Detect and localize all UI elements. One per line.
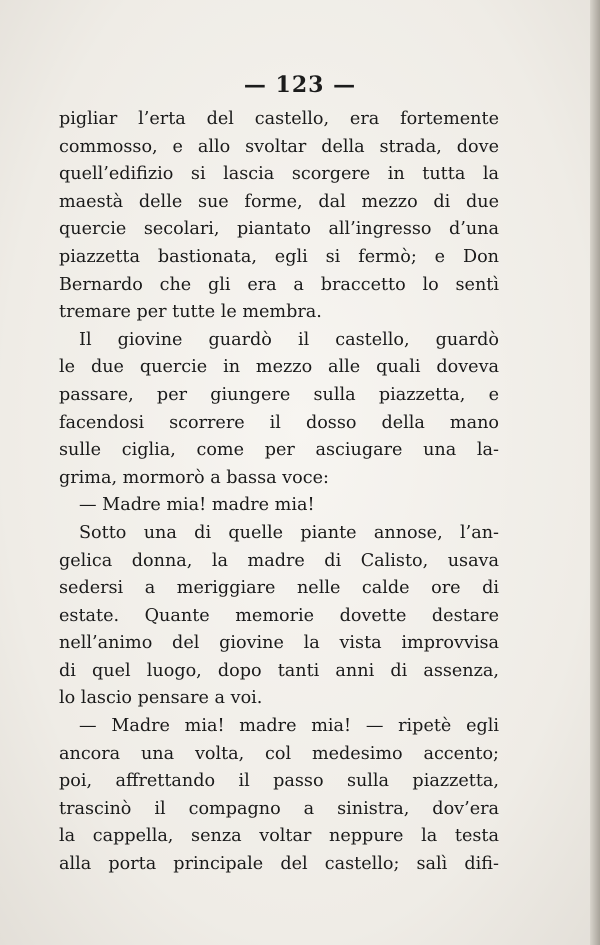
text-line: maestà delle sue forme, dal mezzo di due: [59, 191, 499, 212]
text-line: pigliar l’erta del castello, era fortemente: [59, 109, 499, 129]
text-line: sedersi a meriggiare nelle calde ore di: [59, 578, 499, 599]
text-line: facendosi scorrere il dosso della mano: [59, 412, 499, 433]
text-line: ancora una volta, col medesimo accento;: [59, 743, 499, 764]
text-line: Bernardo che gli era a braccetto lo sentì: [59, 274, 499, 295]
text-line: sulle ciglia, come per asciugare una la-: [59, 440, 499, 461]
text-line: quell’edifizio si lascia scorgere in tutta la: [59, 164, 499, 185]
page-edge-shadow: [590, 0, 600, 945]
text-line: Sotto una di quelle piante annose, l’an-: [79, 522, 499, 543]
text-line: di quel luogo, dopo tanti anni di assenza,: [59, 660, 499, 681]
text-line: lo lascio pensare a voi.: [59, 688, 263, 709]
text-line: Il giovine guardò il castello, guardò: [79, 329, 499, 350]
text-line: trascinò il compagno a sinistra, dov’era: [59, 798, 499, 819]
text-line: alla porta principale del castello; salì difi-: [59, 854, 499, 875]
text-line: estate. Quante memorie dovette destare: [59, 605, 499, 626]
body-text: [59, 106, 499, 879]
text-line: — Madre mia! madre mia! — ripetè egli: [79, 716, 499, 737]
text-line: commosso, e allo svoltar della strada, dove: [59, 136, 499, 157]
page-number: — 123 —: [243, 72, 357, 98]
text-line: grima, mormorò a bassa voce:: [59, 467, 329, 488]
text-line: la cappella, senza voltar neppure la testa: [59, 826, 499, 847]
text-line: — Madre mia! madre mia!: [79, 495, 315, 516]
text-line: quercie secolari, piantato all’ingresso d’una: [59, 219, 499, 240]
text-line: passare, per giungere sulla piazzetta, e: [59, 384, 499, 405]
text-line: nell’animo del giovine la vista improvvisa: [59, 633, 499, 654]
text-line: le due quercie in mezzo alle quali doveva: [59, 357, 499, 378]
text-line: poi, affrettando il passo sulla piazzetta,: [59, 771, 499, 792]
text-line: gelica donna, la madre di Calisto, usava: [59, 550, 499, 571]
text-line: tremare per tutte le membra.: [59, 302, 322, 323]
text-line: piazzetta bastionata, egli si fermò; e Don: [59, 246, 499, 267]
